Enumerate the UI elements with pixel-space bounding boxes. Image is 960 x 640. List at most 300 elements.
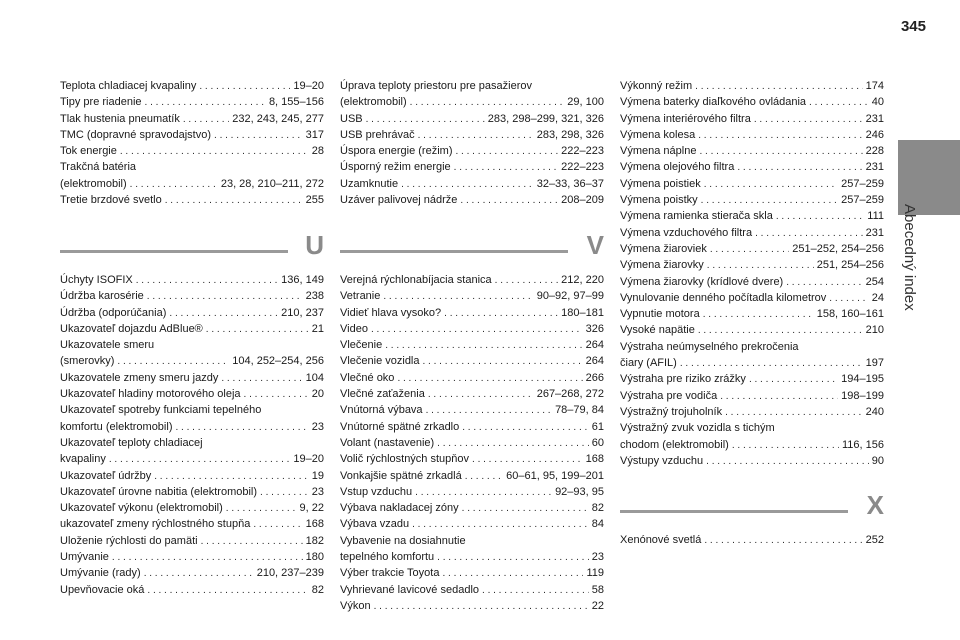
index-entry [340, 565, 604, 581]
entry-pages: 28 [311, 145, 324, 158]
dot-leader [455, 144, 558, 160]
dot-leader [165, 193, 303, 209]
entry-term: tepelného komfortu [340, 551, 435, 564]
section-letter: U [305, 230, 324, 260]
dot-leader [725, 405, 863, 421]
dot-leader [699, 144, 862, 160]
entry-pages: 119 [586, 567, 604, 580]
entries-block [340, 272, 604, 614]
entry-term: Umývanie [60, 551, 109, 564]
entry-pages: 29, 100 [567, 96, 604, 109]
entry-term: Výmena poistky [620, 194, 698, 207]
side-tab-label-text: Abecedný index [901, 204, 918, 311]
index-entry [60, 353, 324, 369]
section-divider [60, 230, 324, 274]
entry-term: Výbava nakladacej zóny [340, 502, 459, 515]
entry-pages: 23 [311, 485, 324, 498]
index-entry [620, 290, 884, 306]
entry-pages: 210, 237–239 [256, 567, 324, 580]
entry-term: Vynulovanie denného počítadla kilometrov [620, 291, 827, 304]
entry-pages: 8, 155–156 [268, 96, 324, 109]
entry-pages: 111 [867, 210, 884, 223]
entry-pages: 238 [305, 290, 324, 303]
entry-pages: 208–209 [561, 194, 604, 207]
dot-leader [786, 275, 862, 291]
entry-pages: 252 [865, 534, 884, 546]
index-entry [60, 516, 324, 532]
entry-term: Výkon [340, 599, 371, 612]
entry-pages: 24 [871, 291, 884, 304]
entry-pages: 283, 298, 326 [536, 128, 604, 141]
entry-term: Tretie brzdové svetlo [60, 194, 162, 207]
index-entry [340, 370, 604, 386]
entry-term: USB [340, 112, 363, 125]
dot-leader [221, 371, 302, 387]
entry-term: Ukazovateľ dojazdu AdBlue® [60, 322, 203, 335]
index-entry [60, 272, 324, 288]
entry-term: Výstraha neúmyselného prekročenia [620, 340, 799, 353]
index-entry [60, 451, 324, 467]
index-entry [60, 321, 324, 337]
index-entry [620, 78, 884, 94]
index-entry [60, 127, 324, 143]
entry-term: Video [340, 322, 368, 335]
entry-pages: 254 [865, 275, 884, 288]
entry-pages: 116, 156 [841, 438, 884, 451]
entry-pages: 266 [585, 371, 604, 384]
entry-term: Úspora energie (režim) [340, 145, 453, 158]
entry-term: Úprava teploty priestoru pre pasažierov [340, 80, 532, 92]
index-entry [620, 532, 884, 548]
dot-leader [366, 112, 485, 128]
index-entry [60, 78, 324, 94]
page-number: 345 [900, 18, 926, 35]
entry-pages: 267–268, 272 [536, 388, 604, 401]
entry-term: Výmena žiarovky [620, 259, 704, 272]
dot-leader [710, 242, 789, 258]
index-entry [60, 111, 324, 127]
index-entry [340, 500, 604, 516]
index-entry [620, 355, 884, 371]
entry-term: Vlečné zaťaženia [340, 388, 425, 401]
entry-pages: 168 [585, 453, 604, 466]
dot-leader [809, 95, 869, 111]
entry-pages: 246 [865, 128, 884, 141]
index-entry [620, 111, 884, 127]
dot-leader [206, 322, 309, 338]
index-entry [60, 337, 324, 353]
index-entry [340, 192, 604, 208]
index-entry [60, 386, 324, 402]
entry-term: Verejná rýchlonabíjacia stanica [340, 274, 492, 286]
entry-term: Vetranie [340, 290, 381, 303]
index-entry [340, 288, 604, 304]
entry-term: Vidieť hlava vysoko? [340, 306, 442, 319]
divider-rule [340, 250, 568, 253]
index-entry [340, 468, 604, 484]
entry-term: kvapaliny [60, 453, 106, 466]
entry-pages: 136, 149 [281, 274, 324, 286]
entry-pages: 168 [305, 518, 324, 531]
entry-term: čiary (AFIL) [620, 357, 677, 370]
entries-block [60, 78, 324, 208]
dot-leader [465, 469, 503, 485]
entry-pages: 255 [305, 194, 324, 207]
entry-term: Výmena kolesa [620, 128, 696, 141]
entry-pages: 264 [585, 355, 604, 368]
entry-pages: 21 [311, 322, 324, 335]
entry-term: ukazovateľ zmeny rýchlostného stupňa [60, 518, 251, 531]
entry-term: Vyhrievané lavicové sedadlo [340, 583, 480, 596]
dot-leader [415, 485, 552, 501]
index-entry [340, 337, 604, 353]
entry-term: Výmena poistiek [620, 177, 701, 190]
dot-leader [444, 306, 558, 322]
index-entry [60, 468, 324, 484]
dot-leader [169, 306, 278, 322]
entry-term: Vlečné oko [340, 371, 395, 384]
entries-block [60, 272, 324, 598]
index-entry [620, 241, 884, 257]
dot-leader [423, 354, 583, 370]
entry-term: Výmena žiaroviek [620, 242, 707, 255]
entry-pages: 228 [865, 145, 884, 158]
index-entry [60, 549, 324, 565]
index-entry [620, 388, 884, 404]
index-entry [340, 516, 604, 532]
index-entry [60, 500, 324, 516]
entry-pages: 231 [865, 112, 884, 125]
index-entry [60, 419, 324, 435]
entry-pages: 90–92, 97–99 [536, 290, 604, 303]
entry-pages: 180–181 [561, 306, 604, 319]
entry-pages: 240 [865, 405, 884, 418]
entry-pages: 194–195 [841, 373, 884, 386]
dot-leader [707, 258, 814, 274]
entry-term: Vysoké napätie [620, 324, 695, 337]
index-entry [620, 143, 884, 159]
entry-term: Výmena baterky diaľkového ovládania [620, 96, 807, 109]
entry-term: Výmena žiarovky (krídlové dvere) [620, 275, 784, 288]
dot-leader [495, 273, 559, 289]
entry-term: Uzamknutie [340, 177, 399, 190]
dot-leader [260, 485, 309, 501]
dot-leader [371, 322, 583, 338]
dot-leader [704, 533, 862, 549]
entry-term: Výstražný zvuk vozidla s tichým [620, 422, 775, 435]
entry-term: Tipy pre riadenie [60, 96, 142, 109]
section-divider [620, 490, 884, 534]
entry-pages: 283, 298–299, 321, 326 [487, 112, 604, 125]
entry-pages: 60 [591, 436, 604, 449]
entry-pages: 251, 254–256 [816, 259, 884, 272]
dot-leader [385, 338, 582, 354]
index-entry [340, 143, 604, 159]
entry-term: Výber trakcie Toyota [340, 567, 440, 580]
index-entry [340, 176, 604, 192]
dot-leader [437, 550, 589, 566]
dot-leader [130, 177, 218, 193]
index-entry [340, 451, 604, 467]
entry-term: Výkonný režim [620, 80, 693, 92]
entry-term: Uloženie rýchlosti do pamäti [60, 534, 198, 547]
entry-term: Úsporný režim energie [340, 161, 451, 174]
index-entry [340, 484, 604, 500]
entry-term: Tlak hustenia pneumatík [60, 112, 180, 125]
entry-pages: 198–199 [841, 389, 884, 402]
dot-leader [154, 469, 309, 485]
index-entry [340, 598, 604, 614]
entry-pages: 231 [865, 226, 884, 239]
dot-leader [226, 501, 297, 517]
index-entry [60, 582, 324, 598]
dot-leader [175, 420, 308, 436]
dot-leader [112, 550, 303, 566]
index-entry [620, 225, 884, 241]
dot-leader [749, 372, 838, 388]
index-entry [60, 402, 324, 418]
dot-leader [704, 177, 838, 193]
entry-pages: 23 [591, 551, 604, 564]
entry-pages: 326 [585, 322, 604, 335]
dot-leader [374, 599, 589, 615]
index-entry [620, 192, 884, 208]
dot-leader [732, 438, 839, 454]
index-entry [60, 565, 324, 581]
entry-term: Xenónové svetlá [620, 534, 702, 546]
dot-leader [147, 289, 303, 305]
entry-pages: 32–33, 36–37 [536, 177, 604, 190]
entry-term: Údržba karosérie [60, 290, 144, 303]
dot-leader [214, 128, 303, 144]
entry-pages: 222–223 [561, 145, 604, 158]
entry-term: Vybavenie na dosiahnutie [340, 534, 466, 547]
index-entry [340, 353, 604, 369]
index-entry [340, 272, 604, 288]
entry-term: Vlečenie vozidla [340, 355, 420, 368]
entry-pages: 22 [591, 599, 604, 612]
entry-pages: 19–20 [293, 80, 324, 92]
entry-pages: 222–223 [561, 161, 604, 174]
entry-pages: 174 [865, 80, 884, 92]
dot-leader [426, 403, 553, 419]
entry-term: Ukazovatele zmeny smeru jazdy [60, 371, 219, 384]
entry-pages: 19 [311, 469, 324, 482]
index-entry [620, 257, 884, 273]
entry-term: USB prehrávač [340, 128, 415, 141]
entry-term: (smerovky) [60, 355, 115, 368]
entry-pages: 19–20 [293, 453, 324, 466]
dot-leader [755, 226, 863, 242]
entry-term: Ukazovateľ úrovne nabitia (elektromobil) [60, 485, 258, 498]
entry-pages: 257–259 [841, 194, 884, 207]
dot-leader [201, 534, 303, 550]
entry-pages: 158, 160–161 [816, 308, 884, 321]
index-entry [620, 420, 884, 436]
index-entry [340, 386, 604, 402]
dot-leader [698, 323, 863, 339]
entry-pages: 210, 237 [281, 306, 324, 319]
dot-leader [776, 209, 864, 225]
entry-term: Volič rýchlostných stupňov [340, 453, 470, 466]
entry-term: (elektromobil) [340, 96, 407, 109]
section-letter: V [586, 230, 604, 260]
index-entry [340, 419, 604, 435]
index-entry [340, 549, 604, 565]
entry-pages: 60–61, 95, 199–201 [506, 469, 604, 482]
dot-leader [720, 389, 838, 405]
entry-pages: 212, 220 [561, 274, 604, 286]
index-entry [620, 453, 884, 469]
index-entry [620, 208, 884, 224]
entry-term: TMC (dopravné spravodajstvo) [60, 128, 212, 141]
entry-term: Ukazovateľ spotreby funkciami tepelného [60, 404, 262, 417]
entry-term: Výstraha pre riziko zrážky [620, 373, 746, 386]
dot-leader [253, 517, 302, 533]
entry-term: Výmena náplne [620, 145, 697, 158]
dot-leader [418, 128, 534, 144]
entries-block [620, 78, 884, 469]
dot-leader [109, 452, 291, 468]
dot-leader [183, 112, 229, 128]
entry-pages: 104, 252–254, 256 [232, 355, 324, 368]
entry-pages: 231 [865, 161, 884, 174]
entry-term: Teplota chladiacej kvapaliny [60, 80, 197, 92]
entry-pages: 317 [305, 128, 324, 141]
entry-pages: 82 [591, 502, 604, 515]
entry-pages: 20 [311, 388, 324, 401]
dot-leader [462, 501, 589, 517]
entry-term: Tok energie [60, 145, 117, 158]
dot-leader [199, 79, 290, 95]
index-entry [340, 533, 604, 549]
entries-block [620, 532, 884, 548]
index-entry [60, 370, 324, 386]
dot-leader [482, 583, 589, 599]
entry-term: Ukazovateľ výkonu (elektromobil) [60, 502, 223, 515]
dot-leader [428, 387, 534, 403]
dot-leader [462, 420, 589, 436]
index-entry [620, 371, 884, 387]
entry-pages: 90 [871, 454, 884, 467]
entry-pages: 264 [585, 339, 604, 352]
index-entry [60, 159, 324, 175]
index-entry [620, 127, 884, 143]
side-tab-label [901, 204, 938, 354]
index-entry [620, 176, 884, 192]
dot-leader [680, 356, 863, 372]
index-entry [340, 127, 604, 143]
entry-pages: 84 [591, 518, 604, 531]
index-entry [340, 321, 604, 337]
index-entry [620, 274, 884, 290]
index-entry [60, 484, 324, 500]
entry-pages: 92–93, 95 [555, 485, 604, 498]
entry-term: komfortu (elektromobil) [60, 420, 173, 433]
entry-pages: 197 [865, 357, 884, 370]
entry-pages: 251–252, 254–256 [792, 242, 884, 255]
entry-term: Výmena ramienka stierača skla [620, 210, 773, 223]
entry-term: Výbava vzadu [340, 518, 410, 531]
entry-pages: 180 [305, 551, 324, 564]
entry-pages: 9, 22 [299, 502, 324, 515]
dot-leader [144, 566, 254, 582]
index-entry [60, 305, 324, 321]
dot-leader [472, 452, 583, 468]
index-entry [60, 176, 324, 192]
entry-term: Vnútorné spätné zrkadlo [340, 420, 460, 433]
dot-leader [701, 193, 839, 209]
index-entry [340, 94, 604, 110]
entry-term: Výmena olejového filtra [620, 161, 735, 174]
dot-leader [437, 436, 589, 452]
index-entry [620, 339, 884, 355]
index-entry [340, 111, 604, 127]
index-entry [620, 159, 884, 175]
entry-pages: 23, 28, 210–211, 272 [220, 177, 324, 190]
divider-rule [60, 250, 288, 253]
entry-term: Vonkajšie spätné zrkadlá [340, 469, 462, 482]
entry-term: Vstup vzduchu [340, 485, 413, 498]
divider-rule [620, 510, 848, 513]
entry-term: Výmena interiérového filtra [620, 112, 751, 125]
index-entry [340, 435, 604, 451]
index-entry [60, 192, 324, 208]
dot-leader [244, 387, 309, 403]
entry-pages: 61 [591, 420, 604, 433]
entry-term: Ukazovateľ teploty chladiacej [60, 436, 203, 449]
dot-leader [383, 289, 533, 305]
entry-pages: 232, 243, 245, 277 [232, 112, 324, 125]
entry-pages: 182 [305, 534, 324, 547]
index-entry [340, 159, 604, 175]
dot-leader [454, 160, 559, 176]
entry-term: Úchyty ISOFIX [60, 274, 133, 286]
index-entry [620, 94, 884, 110]
index-entry [620, 404, 884, 420]
dot-leader [706, 454, 869, 470]
entry-pages: 78–79, 84 [555, 404, 604, 417]
entry-term: Vypnutie motora [620, 308, 700, 321]
dot-leader [410, 95, 565, 111]
entry-term: (elektromobil) [60, 177, 127, 190]
index-entry [60, 288, 324, 304]
dot-leader [829, 291, 868, 307]
entry-pages: 82 [311, 583, 324, 596]
entry-term: Výstražný trojuholník [620, 405, 723, 418]
index-entry [620, 306, 884, 322]
entry-term: Ukazovatele smeru [60, 339, 155, 352]
entry-term: Vnútorná výbava [340, 404, 423, 417]
dot-leader [147, 583, 308, 599]
entry-term: Upevňovacie oká [60, 583, 145, 596]
index-entry [60, 143, 324, 159]
entry-term: Ukazovateľ hladiny motorového oleja [60, 388, 241, 401]
entry-term: Výstraha pre vodiča [620, 389, 718, 402]
entry-term: Trakčná batéria [60, 161, 137, 174]
dot-leader [397, 371, 582, 387]
index-entry [620, 322, 884, 338]
entry-term: Výmena vzduchového filtra [620, 226, 753, 239]
entry-term: Ukazovateľ údržby [60, 469, 152, 482]
entry-pages: 58 [591, 583, 604, 596]
entry-term: Vlečenie [340, 339, 383, 352]
entry-pages: 40 [871, 96, 884, 109]
dot-leader [695, 79, 863, 95]
index-entry [340, 305, 604, 321]
dot-leader [442, 566, 583, 582]
dot-leader [412, 517, 589, 533]
